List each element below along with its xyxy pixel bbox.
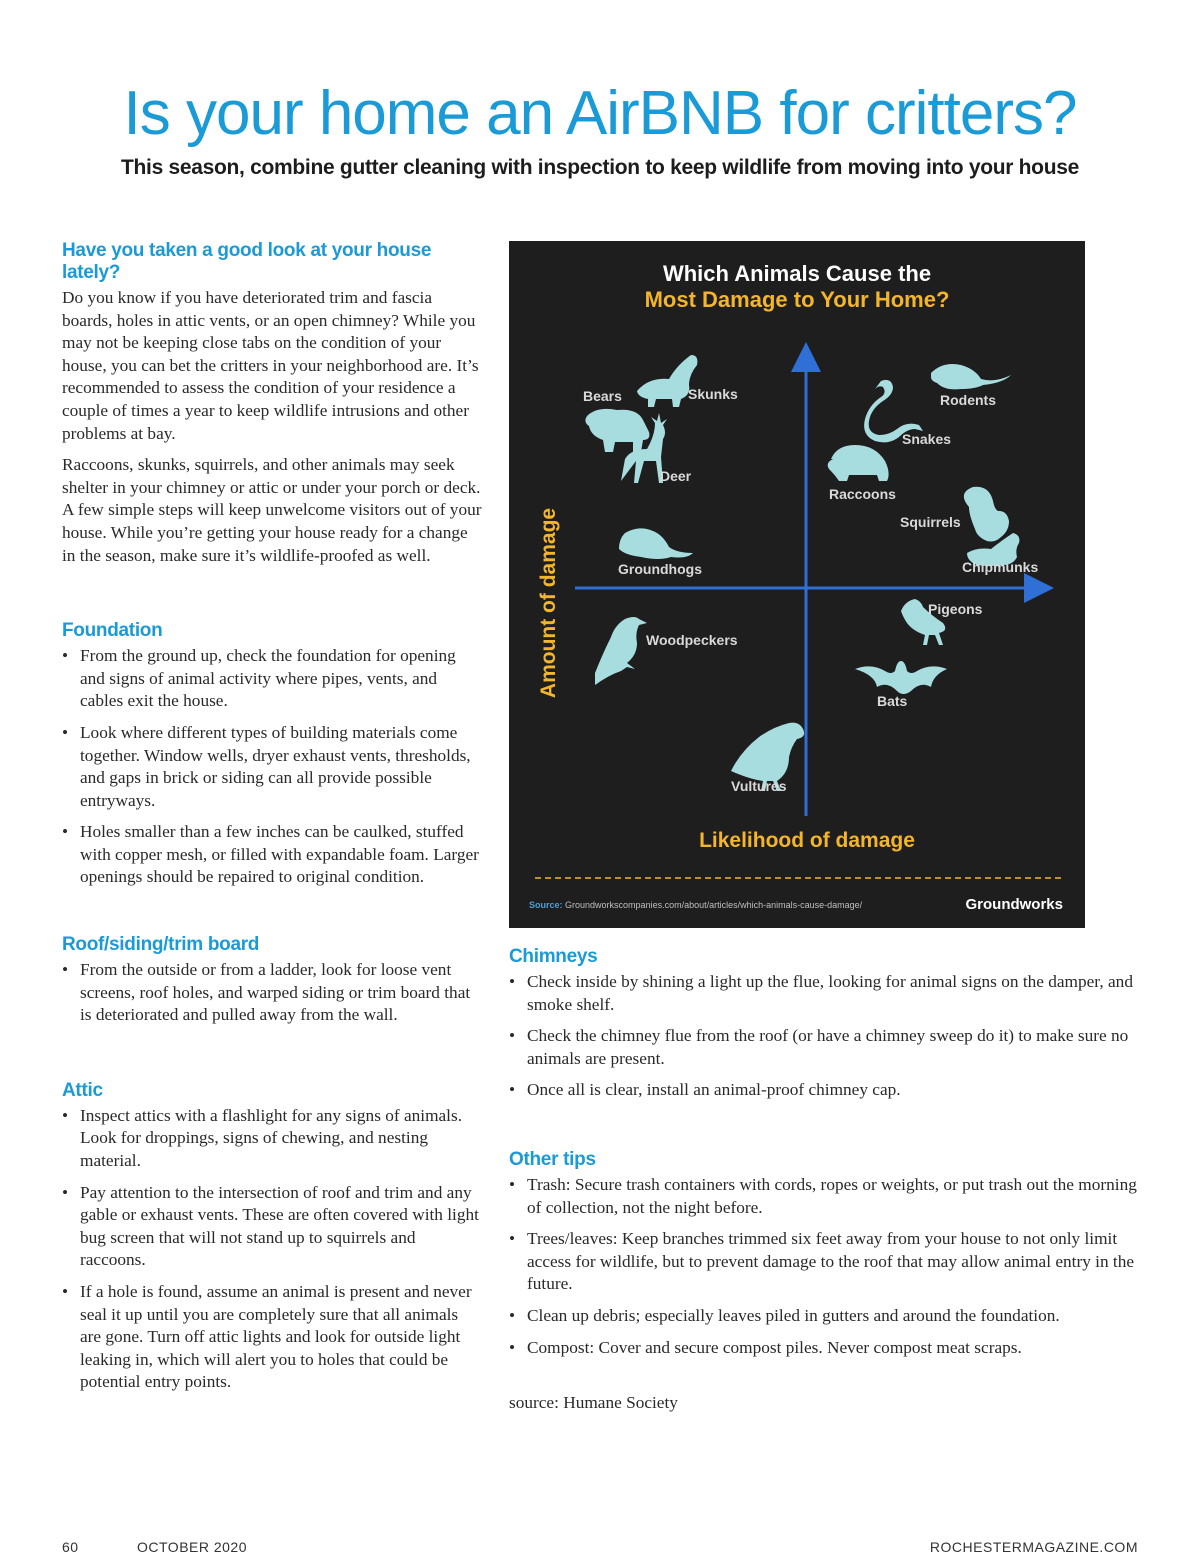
list-item: • Compost: Cover and secure compost piles. Never compost meat scraps. (509, 1337, 1149, 1360)
raccoon-icon (828, 445, 889, 481)
list-item: • Check the chimney flue from the roof (or have a chimney sweep do it) to make sure no animals are present. (509, 1025, 1149, 1070)
list-item: • Holes smaller than a few inches can be caulked, stuffed with copper mesh, or filled with expandable foam. Larger openings should be repaired to original condition. (62, 821, 482, 889)
source-note: source: Humane Society (509, 1393, 678, 1413)
list-item: • Inspect attics with a flashlight for any signs of animals. Look for droppings, signs of chewing, and nesting material. (62, 1105, 482, 1173)
source-url: Groundworkscompanies.com/about/articles/which-animals-cause-damage/ (565, 900, 863, 910)
infographic-source (529, 900, 862, 910)
label-pigeons: Pigeons (928, 601, 983, 617)
quadrant-graphic (509, 241, 1085, 928)
x-axis-label: Likelihood of damage (699, 829, 915, 852)
list-item: • Trees/leaves: Keep branches trimmed six feet away from your house to not only limit access for wildlife, but to prevent damage to the roof that may allow animal entry in the future. (509, 1228, 1149, 1296)
left-column (62, 240, 482, 1403)
chimneys-list (509, 971, 1149, 1102)
foundation-list (62, 645, 482, 889)
label-raccoons: Raccoons (829, 486, 896, 502)
label-rodents: Rodents (940, 392, 996, 408)
bat-icon (855, 661, 947, 694)
label-bats: Bats (877, 693, 908, 709)
roof-list (62, 959, 482, 1027)
page-subtitle: This season, combine gutter cleaning with inspection to keep wildlife from moving into your house (120, 156, 1079, 179)
list-item: • Clean up debris; especially leaves piled in gutters and around the foundation. (509, 1305, 1149, 1328)
list-item: • Trash: Secure trash containers with cords, ropes or weights, or put trash out the morning of collection, not the night before. (509, 1174, 1149, 1219)
y-axis-label: Amount of damage (537, 507, 560, 699)
other-tips-heading: Other tips (509, 1148, 596, 1170)
list-item: • Look where different types of building materials come together. Window wells, dryer exhaust vents, thresholds, and gaps in brick or siding can all provide possible entryways. (62, 722, 482, 812)
label-snakes: Snakes (902, 431, 952, 447)
label-groundhogs: Groundhogs (618, 561, 702, 577)
infographic-title-line1: Which Animals Cause the (662, 261, 932, 286)
other-tips-list (509, 1174, 1149, 1359)
right-column (509, 946, 1149, 1413)
label-deer: Deer (660, 468, 692, 484)
roof-heading: Roof/siding/trim board (62, 934, 260, 956)
list-item: • Once all is clear, install an animal-proof chimney cap. (509, 1079, 1149, 1102)
label-bears: Bears (583, 388, 622, 404)
issue-date: OCTOBER 2020 (137, 1539, 248, 1555)
brand-logo: Groundworks (965, 896, 1063, 913)
list-item: • From the outside or from a ladder, look for loose vent screens, roof holes, and warped siding or trim board that is deteriorated and pulled away from the wall. (62, 959, 482, 1027)
intro-paragraph: Raccoons, skunks, squirrels, and other animals may seek shelter in your chimney or attic or under your porch or deck. A few simple steps will keep unwelcome visitors out of your house. While you’re getting your house ready for a change in the season, make sure it’s wildlife-proofed as well. (62, 455, 482, 565)
animal-damage-infographic (509, 241, 1085, 928)
bear-icon (585, 409, 649, 452)
label-skunks: Skunks (688, 386, 738, 402)
source-label: Source: (529, 900, 563, 910)
infographic-title-line2: Most Damage to Your Home? (644, 287, 950, 312)
attic-heading: Attic (62, 1079, 103, 1101)
label-chipmunks: Chipmunks (962, 559, 1039, 575)
label-woodpeckers: Woodpeckers (646, 632, 738, 648)
page-title: Is your home an AirBNB for critters? (123, 79, 1077, 148)
attic-list (62, 1105, 482, 1394)
website: ROCHESTERMAGAZINE.COM (929, 1539, 1138, 1555)
list-item: • If a hole is found, assume an animal is present and never seal it up until you are completely sure that all animals are gone. Turn off attic lights and look for outside light leaking in, which will alert you to holes that could be potential entry points. (62, 1281, 482, 1394)
label-vultures: Vultures (731, 778, 787, 794)
list-item: • From the ground up, check the foundation for opening and signs of animal activity where pipes, vents, and cables exit the house. (62, 645, 482, 713)
list-item: • Check inside by shining a light up the flue, looking for animal signs on the damper, and smoke shelf. (509, 971, 1149, 1016)
squirrel-icon (964, 487, 1009, 542)
rodent-icon (931, 364, 1011, 389)
intro-heading: Have you taken a good look at your house lately? (62, 240, 432, 283)
intro-paragraph: Do you know if you have deteriorated trim and fascia boards, holes in attic vents, or an open chimney? While you may not be keeping close tabs on the condition of your house, you can bet the critters in your neighborhood are. It’s recommended to assess the condition of your residence a couple of times a year to keep wildlife intrusions and other problems at bay. (62, 288, 479, 443)
woodpecker-icon (595, 617, 647, 685)
page-number: 60 (62, 1539, 79, 1555)
chimneys-heading: Chimneys (509, 946, 598, 967)
groundhog-icon (619, 528, 693, 559)
foundation-heading: Foundation (62, 620, 163, 642)
list-item: • Pay attention to the intersection of roof and trim and any gable or exhaust vents. These are often covered with light bug screen that will not stand up to squirrels and raccoons. (62, 1182, 482, 1272)
label-squirrels: Squirrels (900, 514, 961, 530)
